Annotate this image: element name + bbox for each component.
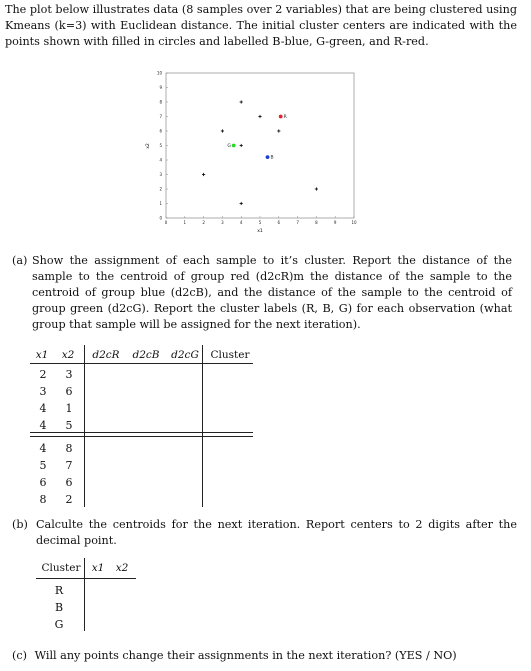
table-a-header-x1: x1 [35,349,49,361]
intro-paragraph: The plot below illustrates data (8 samples over 2 variables) that are being clustered using Kmeans (k=3) with Euclidean distance. The initial cluster centers are indicated with the points shown with filled in circles and labelled B-blue, G-green, and R-red. [5,3,517,48]
table-a-header-d2cR: d2cR [92,349,120,361]
table-a-header-x2: x2 [61,349,75,361]
sample-point [240,202,243,205]
y-tick-label: 4 [159,157,162,163]
part-a-text: Show the assignment of each sample to it’s cluster. Report the distance of the sample to the centroid of group red (d2cR)m the distance of the sample to the centroid of group blue (d2cB), and the distance of the sample to the centroid of group green (d2cG). Report the cluster labels (R, B, G) for each observation (what group that sample will be assigned for the next iteration). [32,254,512,331]
center-point-R [279,115,283,119]
center-point-G [232,144,236,148]
part-c-question [12,648,517,664]
table-b-header-cluster: Cluster [41,562,81,574]
part-a-label: (a) [12,254,28,267]
table-a-col-divider-2 [202,345,203,507]
y-tick-label: 3 [159,172,162,177]
x-tick-label: 4 [239,220,243,225]
table-a-header-d2cG: d2cG [171,349,199,361]
center-label-G: G [227,144,231,150]
x-tick-label: 9 [333,220,337,225]
x-tick-label: 7 [296,220,299,225]
cell-x1: 4 [39,402,47,415]
x-tick-label: 5 [258,220,262,225]
y-tick-label: 2 [159,186,162,192]
plot-frame [166,73,354,218]
table-a-group-rule-2 [30,436,253,437]
cell-x1: 5 [39,459,47,472]
table-a-header-d2cB: d2cB [132,349,160,361]
part-a-question [12,253,512,333]
cell-x1: 4 [39,419,47,432]
y-tick-label: 7 [159,114,162,119]
cell-x2: 6 [65,476,73,489]
part-c-label: (c) [12,649,27,662]
y-tick-label: 6 [159,128,162,134]
scatter-plot [0,0,531,250]
table-a-header-rule [30,363,253,364]
sample-point [315,187,318,190]
table-b-header-x1: x1 [91,562,105,574]
part-b-label: (b) [12,518,28,531]
sample-point [277,129,280,132]
cell-x1: 4 [39,442,47,455]
y-tick-label: 9 [159,85,162,90]
table-b-header-rule [36,578,136,579]
cell-x2: 2 [65,493,73,506]
cell-x2: 5 [65,419,73,432]
table-a-group-rule-1 [30,432,253,433]
y-tick-label: 0 [159,215,162,221]
table-row-cluster-label: B [54,601,64,614]
y-axis-label: x2 [146,143,151,149]
y-tick-label: 5 [159,143,162,148]
table-a-header-cluster: Cluster [210,349,250,361]
part-c-text: Will any points change their assignments in the next iteration? (YES / NO) [34,649,457,662]
table-a-col-divider-1 [84,345,85,507]
sample-point [202,173,205,176]
table-b-col-divider [84,558,85,631]
cell-x1: 8 [39,493,47,506]
center-label-B: B [270,155,274,161]
sample-point [240,144,243,147]
x-tick-label: 10 [351,220,357,225]
x-tick-label: 1 [183,220,187,225]
table-row-cluster-label: R [54,584,64,597]
cell-x2: 8 [65,442,73,455]
cell-x1: 2 [39,368,47,381]
x-tick-label: 6 [277,220,281,225]
x-tick-label: 2 [202,220,205,225]
center-label-R: R [283,115,287,121]
sample-point [258,115,261,118]
cell-x1: 3 [39,385,47,398]
center-point-B [266,155,270,159]
part-b-question [12,517,517,549]
x-tick-label: 8 [315,220,318,225]
cell-x2: 6 [65,385,73,398]
sample-point [240,100,243,103]
cell-x2: 1 [65,402,73,415]
y-tick-label: 8 [159,99,162,105]
x-axis-label: x1 [257,229,263,234]
cell-x1: 6 [39,476,47,489]
cell-x2: 3 [65,368,73,381]
x-tick-label: 0 [164,220,168,225]
y-tick-label: 1 [159,201,162,206]
y-tick-label: 10 [156,70,162,76]
table-row-cluster-label: G [54,618,64,631]
cell-x2: 7 [65,459,73,472]
table-b-header-x2: x2 [115,562,129,574]
x-tick-label: 3 [221,220,224,225]
sample-point [221,129,224,132]
part-b-text: Calculte the centroids for the next iteration. Report centers to 2 digits after the decimal point. [36,518,517,547]
